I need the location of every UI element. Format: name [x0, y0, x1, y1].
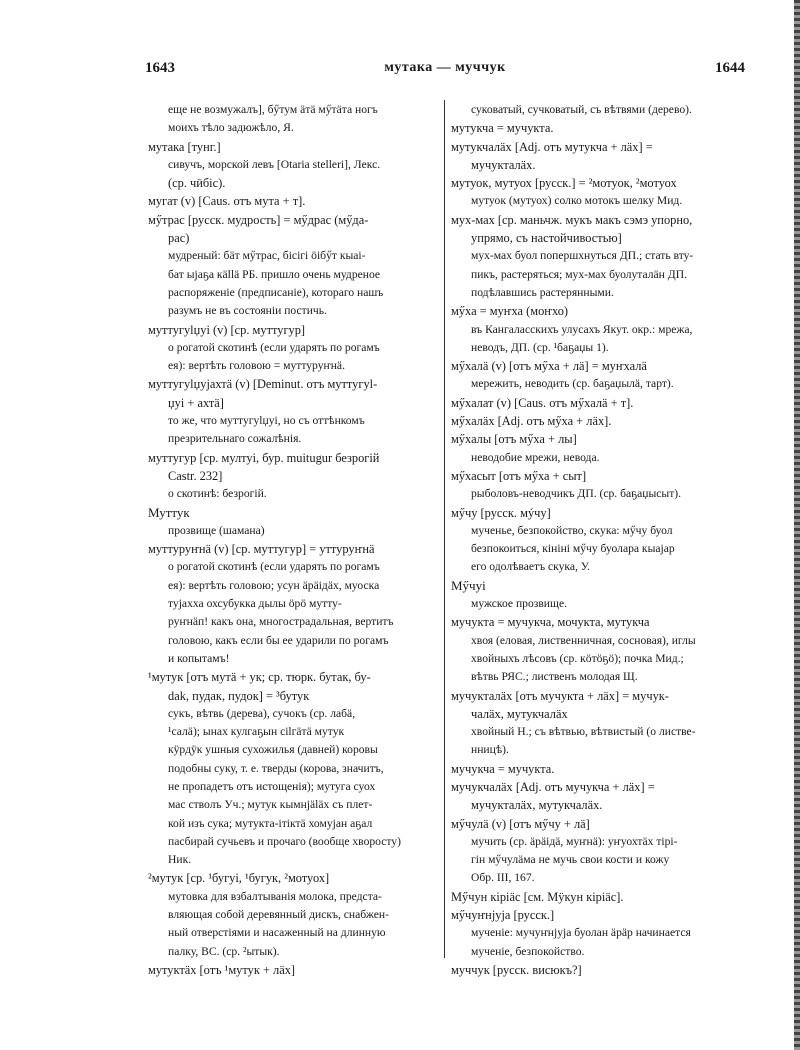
dictionary-text-line: хвойный Н.; съ вѣтвью, вѣтвистый (о листве- — [471, 725, 696, 739]
dictionary-text-line: ея): вертѣть головою = муттуруҥнӓ. — [168, 359, 345, 373]
dictionary-text-line: мережить, неводить (ср. баҕаџылӓ, тарт). — [471, 377, 674, 391]
dictionary-text-line: ¹салӓ); ынах кулгаҕын сіlгӓтӓ мутук — [168, 725, 345, 739]
dictionary-text-line: џуі + ахтӓ] — [168, 395, 224, 410]
dictionary-headword-line: муттугур [ср. мултуі, бур. muitugur безрогій — [148, 450, 380, 465]
dictionary-headword-line: муттугуlџуі (v) [ср. муттугур] — [148, 322, 306, 337]
dictionary-text-line: Castr. 232] — [168, 468, 223, 483]
page-number-left: 1643 — [145, 60, 175, 76]
dictionary-text-line: бат ыјаҕа кӓllӓ РБ. пришло очень мудреное — [168, 267, 381, 281]
dictionary-text-line: Ник. — [168, 853, 192, 867]
dictionary-text-line: и копытамъ! — [168, 651, 230, 665]
dictionary-text-line: не пропадетъ отъ истощенія); мутуга суох — [168, 779, 376, 793]
dictionary-headword-line: мучукча = мучукта. — [451, 761, 555, 776]
column-divider — [444, 100, 445, 958]
dictionary-headword-line: мучукталӓх [отъ мучукта + лӓх] = мучук- — [451, 688, 669, 703]
dictionary-text-line: мученье, безпокойство, скука: мӳчу буол — [471, 523, 673, 537]
dictionary-headword-line: муттуруҥнӓ (v) [ср. муттугур] = уттуруҥнӓ — [148, 542, 375, 557]
dictionary-headword-line: мух-мах [ср. маньчж. мукъ макъ сэмэ упорно, — [451, 212, 693, 227]
dictionary-text-line: рас) — [168, 231, 190, 246]
dictionary-text-line: разумъ не въ состояніи постичь. — [168, 304, 327, 318]
dictionary-text-line: неводъ, ДП. (ср. ¹баҕаџы 1). — [471, 340, 609, 354]
left-column — [148, 101, 438, 979]
dictionary-headword-line: мутуктӓх [отъ ¹мутук + лӓх] — [148, 962, 296, 977]
dictionary-text-line: неводобие мрежи, невода. — [471, 450, 600, 464]
dictionary-headword-line: мӳчулӓ (v) [отъ мӳчу + лӓ] — [451, 816, 590, 831]
running-head: мутака — муччук — [384, 60, 506, 75]
dictionary-text-line: вѣтвь РЯС.; лиственъ молодая Щ. — [471, 670, 638, 684]
dictionary-text-line: мучукталӓх. — [471, 157, 536, 172]
dictionary-text-line: вляющая собой деревянный дискъ, снабжен- — [168, 908, 389, 922]
dictionary-text-line: ный отверстіями и насаженный на длинную — [168, 926, 386, 940]
dictionary-headword-line: мутуок, мутуох [русск.] = ²мотуок, ²мотуох — [451, 176, 677, 191]
dictionary-headword-line: мутукчалӓх [Adj. отъ мутукча + лӓх] = — [451, 139, 653, 154]
dictionary-text-line: dak, пудак, пудок] = ³бутук — [168, 688, 310, 703]
dictionary-headword-line: мӳтрас [русск. мудрость] = мӳдрас (мӳда- — [148, 212, 369, 227]
dictionary-text-line: Обр. III, 167. — [471, 871, 535, 885]
dictionary-text-line: кӱрдӱк ушныя сухожилья (давней) коровы — [168, 743, 378, 757]
dictionary-headword-line: мӳчу [русск. мýчу] — [451, 505, 551, 520]
dictionary-headword-line: мутукча = мучукта. — [451, 121, 554, 136]
dictionary-text-line: подѣлавшись растерянными. — [471, 285, 614, 299]
dictionary-text-line: мучукталӓх, мутукчалӓх. — [471, 798, 603, 813]
dictionary-text-line: мутуок (мутуох) солко мотокъ шелку Мид. — [471, 194, 683, 208]
dictionary-headword-line: Муттук — [148, 504, 190, 520]
dictionary-text-line: пасбирай сучьевъ и прочаго (вообще хворосту) — [168, 834, 401, 848]
dictionary-headword-line: мӳхалӓ (v) [отъ мӳха + лӓ] = муҥхалӓ — [451, 359, 647, 374]
dictionary-text-line: нницѣ). — [471, 743, 509, 757]
dictionary-text-line: въ Кангаласскихъ улусахъ Якут. окр.: мрежа, — [471, 322, 693, 336]
dictionary-text-line: подобны суку, т. е. тверды (корова, значитъ, — [168, 761, 384, 775]
dictionary-text-line: мудреный: бӓт мӳтрас, бісігі öібӳт кыаі- — [168, 249, 366, 263]
dictionary-text-line: кой изъ сука; мутукта-ітіктӓ хомујан аҕал — [168, 816, 373, 830]
dictionary-headword-line: мӳхасыт [отъ мӳха + сыт] — [451, 468, 587, 483]
dictionary-text-line: о скотинѣ: безрогій. — [168, 487, 267, 501]
dictionary-headword-line: ¹мутук [отъ мутӓ + ук; ср. тюрк. бутак, бу- — [148, 670, 371, 685]
dictionary-text-line: пикъ, растеряться; мух-мах буолуталӓн ДП. — [471, 267, 687, 281]
dictionary-headword-line: мутака [тунг.] — [148, 139, 221, 154]
dictionary-text-line: презрительнаго сожалѣнія. — [168, 432, 302, 446]
dictionary-text-line: сивучъ, морской левъ [Otaria stelleri], Лекс. — [168, 157, 381, 171]
dictionary-headword-line: мӳха = муҥха (моҥхо) — [451, 304, 569, 319]
dictionary-text-line: упрямо, съ настойчивостью] — [471, 231, 622, 246]
dictionary-headword-line: мӳхалат (v) [Caus. отъ мӳхалӓ + т]. — [451, 395, 634, 410]
dictionary-headword-line: муччук [русск. висюкъ?] — [451, 962, 582, 977]
dictionary-text-line: мух-мах буол попершхнуться ДП.; стать вту- — [471, 249, 694, 263]
dictionary-headword-line: мучукчалӓх [Adj. отъ мучукча + лӓх] = — [451, 779, 655, 794]
dictionary-headword-line: мӳхалӓх [Adj. отъ мӳха + лӓх]. — [451, 414, 612, 429]
dictionary-text-line: распоряженіе (предписаніе), котораго нашъ — [168, 285, 384, 299]
dictionary-text-line: мас стволъ Уч.; мутук кымнјӓlӓх съ плет- — [168, 798, 373, 812]
page-header — [145, 60, 745, 82]
dictionary-text-line: руҥнӓп! какъ она, многострадальная, вертитъ — [168, 615, 394, 629]
dictionary-headword-line: мугат (v) [Caus. отъ мута + т]. — [148, 194, 306, 209]
dictionary-text-line: мученіе, безпокойство. — [471, 944, 585, 958]
dictionary-text-line: ея): вертѣть головою; усун ӓрӓідӓх, муоска — [168, 578, 380, 592]
dictionary-text-line: сукъ, вѣтвь (дерева), сучокъ (ср. лабӓ, — [168, 706, 356, 720]
dictionary-headword-line: Мӳчуі — [451, 577, 486, 593]
dictionary-text-line: о рогатой скотинѣ (если ударять по рогамъ — [168, 340, 380, 354]
dictionary-text-line: мужское прозвище. — [471, 597, 567, 611]
dictionary-headword-line: муттугуlџујахтӓ (v) [Deminut. отъ муттугуl- — [148, 377, 378, 392]
dictionary-text-line: мученіе: мучуҥнјуја буолан ӓрӓр начинается — [471, 926, 691, 940]
page-edge — [794, 0, 800, 1050]
dictionary-headword-line: мӳчуҥнјуја [русск.] — [451, 908, 555, 923]
dictionary-text-line: головою, какъ если бы ее ударили по рогамъ — [168, 633, 389, 647]
dictionary-text-line: рыболовъ-неводчикъ ДП. (ср. баҕаџысыт). — [471, 487, 682, 501]
dictionary-text-line: гін мӳчулӓма не мучь свои кости и кожу — [471, 853, 670, 867]
dictionary-text-line: (ср. чӣбіс). — [168, 176, 226, 191]
dictionary-headword-line: ²мутук [ср. ¹бугуі, ¹бугук, ²мотуох] — [148, 871, 330, 886]
dictionary-text-line: моихъ тѣло задюжѣло, Я. — [168, 121, 294, 135]
dictionary-text-line: то же, что муттугуlџуі, но съ оттѣнкомъ — [168, 414, 365, 428]
dictionary-text-line: о рогатой скотинѣ (если ударять по рогамъ — [168, 560, 380, 574]
page-number-right: 1644 — [715, 60, 745, 76]
dictionary-text-line: чалӓх, мутукчалӓх — [471, 706, 568, 721]
dictionary-headword-line: мӳхалы [отъ мӳха + лы] — [451, 432, 577, 447]
dictionary-text-line: хвоя (еловая, лиственничная, сосновая), иглы — [471, 633, 696, 647]
dictionary-text-line: тујахха охсубукка дылы öрӧ мутту- — [168, 597, 342, 611]
dictionary-text-line: еще не возмужалъ], бӳтум ӓтӓ мӳтӓта ногъ — [168, 103, 378, 116]
dictionary-text-line: палку, ВС. (ср. ²ытык). — [168, 944, 280, 958]
dictionary-text-line: мутовка для взбалтыванія молока, предста- — [168, 889, 382, 903]
dictionary-text-line: хвойныхъ лѣсовъ (ср. кöтӧҕӧ); почка Мид.; — [471, 651, 684, 665]
dictionary-text-line: мучить (ср. ӓрӓідӓ, муҥнӓ): уҥуохтӓх тірі- — [471, 834, 678, 848]
dictionary-text-line: суковатый, сучковатый, съ вѣтвями (дерево). — [471, 103, 692, 116]
dictionary-text-line: его одолѣваетъ скука, У. — [471, 560, 590, 574]
dictionary-headword-line: мучукта = мучукча, мочукта, мутукча — [451, 615, 650, 630]
right-column — [451, 101, 747, 979]
dictionary-text-line: прозвище (шамана) — [168, 523, 265, 537]
dictionary-text-line: безпокоиться, кініні мӳчу буоларa кыајар — [471, 542, 675, 556]
dictionary-headword-line: Мӳчун кіріӓс [см. Мӱкун кіріӓс]. — [451, 889, 624, 904]
